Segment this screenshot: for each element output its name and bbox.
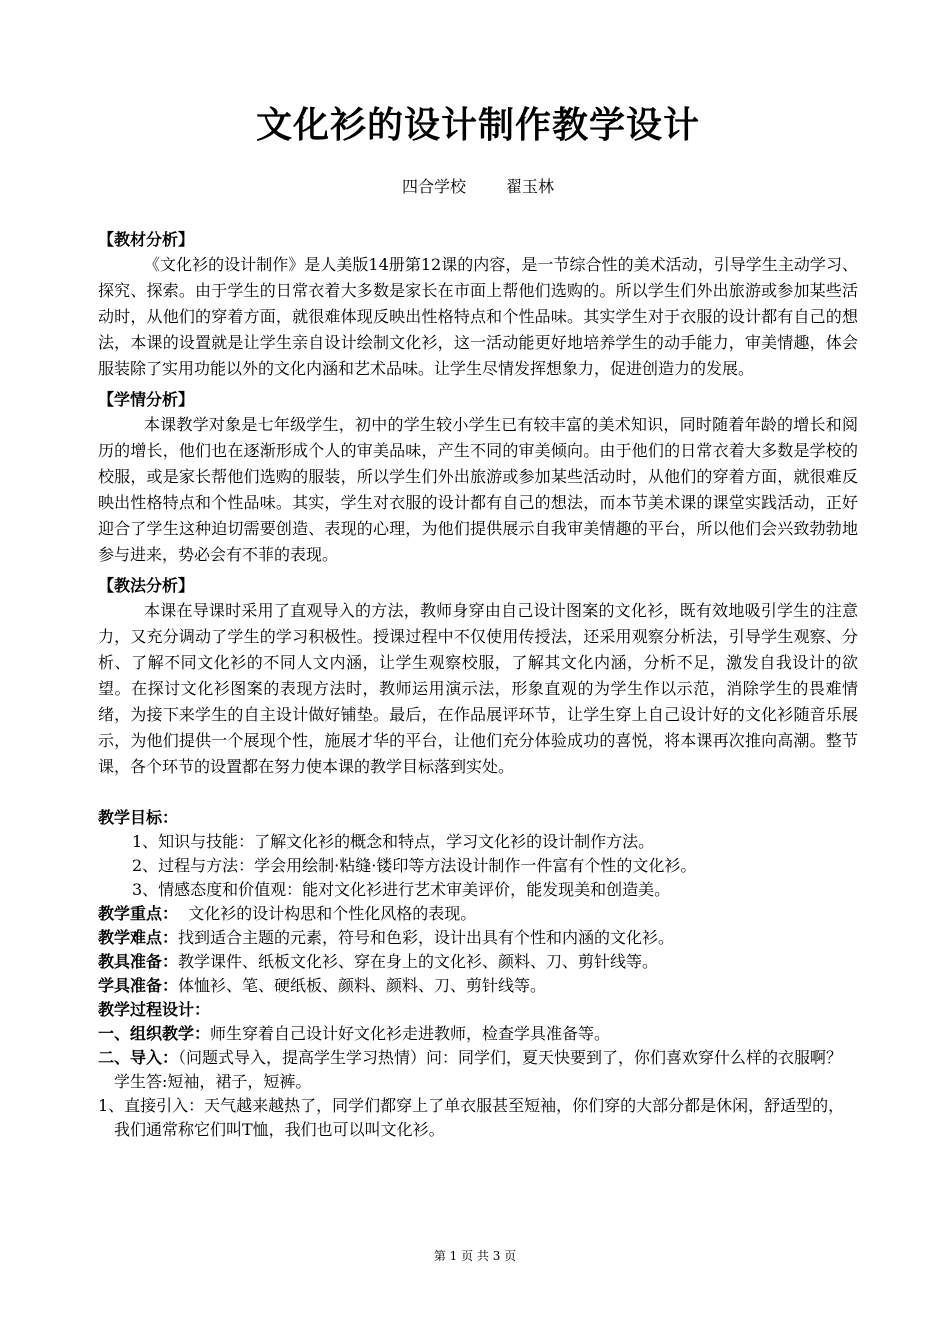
goals-heading: 教学目标： xyxy=(98,808,179,827)
difficulty-label: 教学难点： xyxy=(98,928,179,947)
goal-item: 2、过程与方法：学会用绘制·粘缝·镂印等方法设计制作一件富有个性的文化衫。 xyxy=(132,856,697,875)
section-heading-jiaofa: 【教法分析】 xyxy=(98,576,195,595)
process-step-2-label: 二、导入： xyxy=(98,1048,179,1067)
school-name: 四合学校 xyxy=(401,177,466,196)
section-text-jiaocai: 《文化衫的设计制作》是人美版14册第12课的内容，是一节综合性的美术活动，引导学生主动学习、探究、探索。由于学生的日常衣着大多数是家长在市面上帮他们选购的。所以学生们外出旅游或参加某些活动时，从他们的穿着方面，就很难体现反映出性格特点和个性品味。其实学生对于衣服的设计都有自己的想法，本课的设置就是让学生亲自设计绘制文化衫，这一活动能更好地培养学生的动手能力，审美情趣，体会服装除了实用功能以外的文化内涵和艺术品味。让学生尽情发挥想象力，促进创造力的发展。 xyxy=(98,255,858,378)
author-name: 翟玉林 xyxy=(506,177,555,196)
section-text-xueqing: 本课教学对象是七年级学生，初中的学生较小学生已有较丰富的美术知识，同时随着年龄的增长和阅历的增长，他们也在逐渐形成个人的审美品味，产生不同的审美倾向。由于他们的日常衣着大多数是学校的校服，或是家长帮他们选购的服装，所以学生们外出旅游或参加某些活动时，从他们的穿着方面，就很难反映出性格特点和个性品味。其实，学生对衣服的设计都有自己的想法，而本节美术课的课堂实践活动，正好迎合了学生这种迫切需要创造、表现的心理，为他们提供展示自我审美情趣的平台，所以他们会兴致勃勃地参与进来，势必会有不菲的表现。 xyxy=(98,415,858,564)
document-page xyxy=(98,100,858,1142)
teacher-materials-label: 教具准备： xyxy=(98,952,179,971)
difficulty-line xyxy=(98,926,858,950)
section-heading-xueqing: 【学情分析】 xyxy=(98,390,195,409)
key-point-line xyxy=(98,902,858,926)
document-title: 文化衫的设计制作教学设计 xyxy=(255,104,700,146)
section-heading-jiaocai: 【教材分析】 xyxy=(98,230,195,249)
process-step-1-text: 师生穿着自己设计好文化衫走进教师，检查学具准备等。 xyxy=(210,1024,611,1043)
blank-line xyxy=(98,780,858,806)
difficulty-text: 找到适合主题的元素，符号和色彩，设计出具有个性和内涵的文化衫。 xyxy=(178,928,675,947)
process-step-1 xyxy=(98,1022,858,1046)
student-materials-text: 体恤衫、笔、硬纸板、颜料、颜料、刀、剪针线等。 xyxy=(178,976,547,995)
process-step-3: 1、直接引入：天气越来越热了，同学们都穿上了单衣服甚至短袖，你们穿的大部分都是休闲，舒适型的，我们通常称它们叫T恤，我们也可以叫文化衫。 xyxy=(98,1096,845,1139)
process-step-2 xyxy=(98,1046,858,1094)
key-point-text: 文化衫的设计构思和个性化风格的表现。 xyxy=(178,904,477,923)
goal-item: 3、情感态度和价值观：能对文化衫进行艺术审美评价，能发现美和创造美。 xyxy=(132,880,671,899)
goal-item: 1、知识与技能：了解文化衫的概念和特点，学习文化衫的设计制作方法。 xyxy=(132,832,655,851)
key-point-label: 教学重点： xyxy=(98,904,179,923)
student-materials-label: 学具准备： xyxy=(98,976,179,995)
teacher-materials-line xyxy=(98,950,858,974)
process-step-2-text: （问题式导入，提高学生学习热情）问：同学们，夏天快要到了，你们喜欢穿什么样的衣服啊？学生答:短袖，裙子，短裤。 xyxy=(114,1048,843,1091)
author-line xyxy=(98,176,858,198)
student-materials-line xyxy=(98,974,858,998)
section-text-jiaofa: 本课在导课时采用了直观导入的方法，教师身穿由自己设计图案的文化衫，既有效地吸引学生的注意力，又充分调动了学生的学习积极性。授课过程中不仅使用传授法，还采用观察分析法，引导学生观察、分析、了解不同文化衫的不同人文内涵，让学生观察校服，了解其文化内涵，分析不足，激发自我设计的欲望。在探讨文化衫图案的表现方法时，教师运用演示法，形象直观的为学生作以示范，消除学生的畏难情绪，为接下来学生的自主设计做好铺垫。最后，在作品展评环节，让学生穿上自己设计好的文化衫随音乐展示，为他们提供一个展现个性，施展才华的平台，让他们充分体验成功的喜悦，将本课再次推向高潮。整节课，各个环节的设置都在努力使本课的教学目标落到实处。 xyxy=(98,601,858,776)
process-step-1-label: 一、组织教学： xyxy=(98,1024,211,1043)
teacher-materials-text: 教学课件、纸板文化衫、穿在身上的文化衫、颜料、刀、剪针线等。 xyxy=(178,952,659,971)
process-heading: 教学过程设计： xyxy=(98,1000,211,1019)
page-footer: 第 1 页 共 3 页 xyxy=(433,1249,517,1263)
